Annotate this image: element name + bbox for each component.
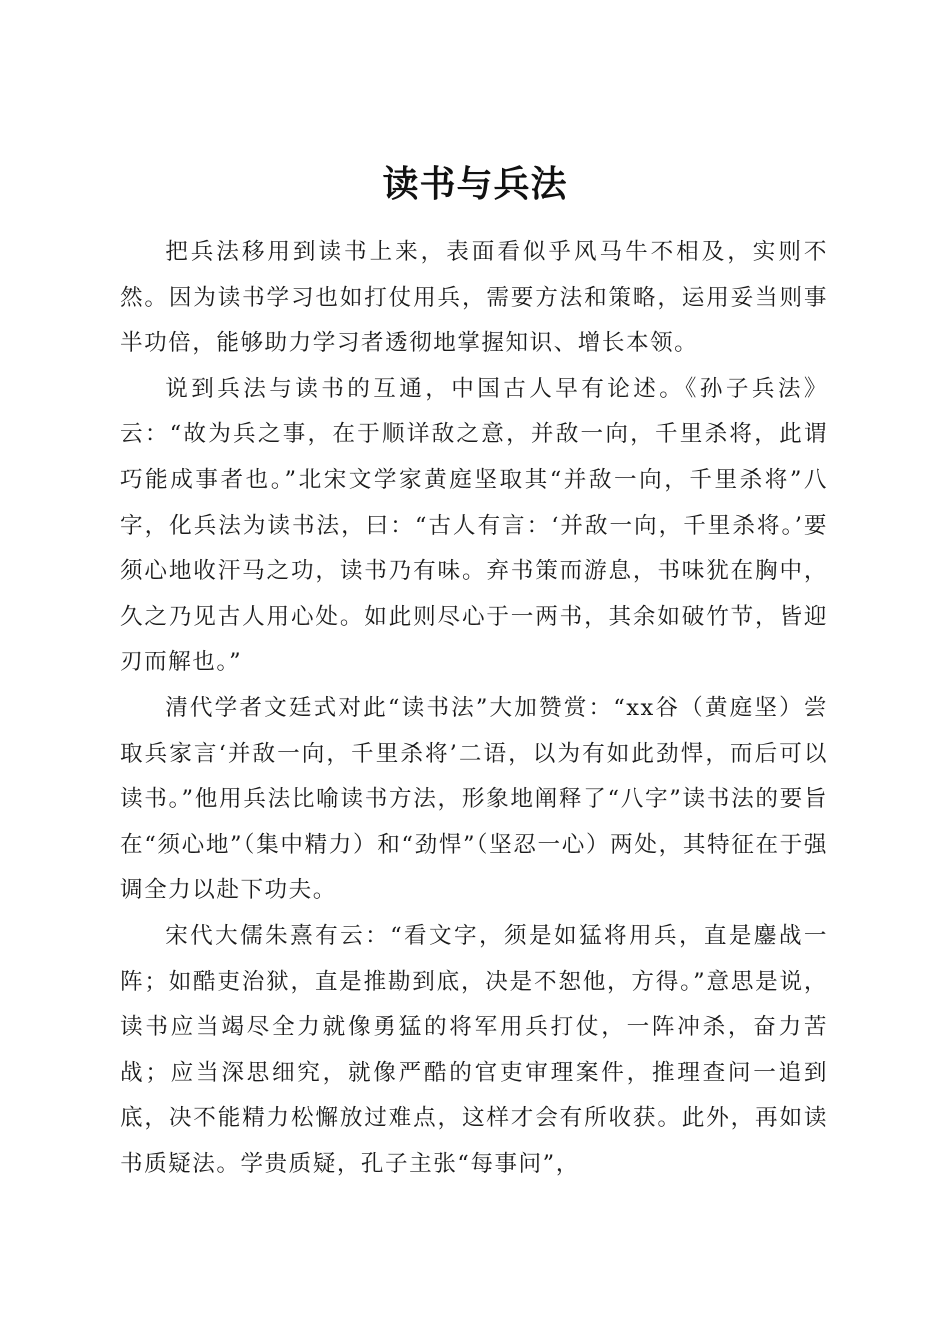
paragraph: 宋代大儒朱熹有云：“看文字，须是如猛将用兵，直是鏖战一阵；如酷吏治狱，直是推勘到底，决是不恕他，方得。”意思是说，读书应当竭尽全力就像勇猛的将军用兵打仗，一阵冲杀，奋力苦战；应当深思细究，就像严酷的官吏审理案件，推理查问一追到底，决不能精力松懈放过难点，这样才会有所收获。此外，再如读书质疑法。学贵质疑，孔子主张“每事问”， [120, 922, 828, 1177]
document-title: 读书与兵法 [382, 163, 568, 206]
paragraph: 清代学者文廷式对此“读书法”大加赞赏：“xx谷（黄庭坚）尝取兵家言‘并敌一向，千里杀将’二语，以为有如此劲悍，而后可以读书。”他用兵法比喻读书方法，形象地阐释了“八字”读书法的要旨在“须心地”（集中精力）和“劲悍”（坚忍一心）两处，其特征在于强调全力以赴下功夫。 [120, 694, 828, 904]
paragraph: 说到兵法与读书的互通，中国古人早有论述。《孙子兵法》云：“故为兵之事，在于顺详敌之意，并敌一向，千里杀将，此谓巧能成事者也。”北宋文学家黄庭坚取其“并敌一向，千里杀将”八字，化兵法为读书法，曰：“古人有言：‘并敌一向，千里杀将。’要须心地收汗马之功，读书乃有味。弃书策而游息，书味犹在胸中，久之乃见古人用心处。如此则尽心于一两书，其余如破竹节，皆迎刃而解也。” [120, 375, 828, 676]
document-body [120, 230, 828, 1187]
paragraph: 把兵法移用到读书上来，表面看似乎风马牛不相及，实则不然。因为读书学习也如打仗用兵，需要方法和策略，运用妥当则事半功倍，能够助力学习者透彻地掌握知识、增长本领。 [120, 239, 828, 357]
